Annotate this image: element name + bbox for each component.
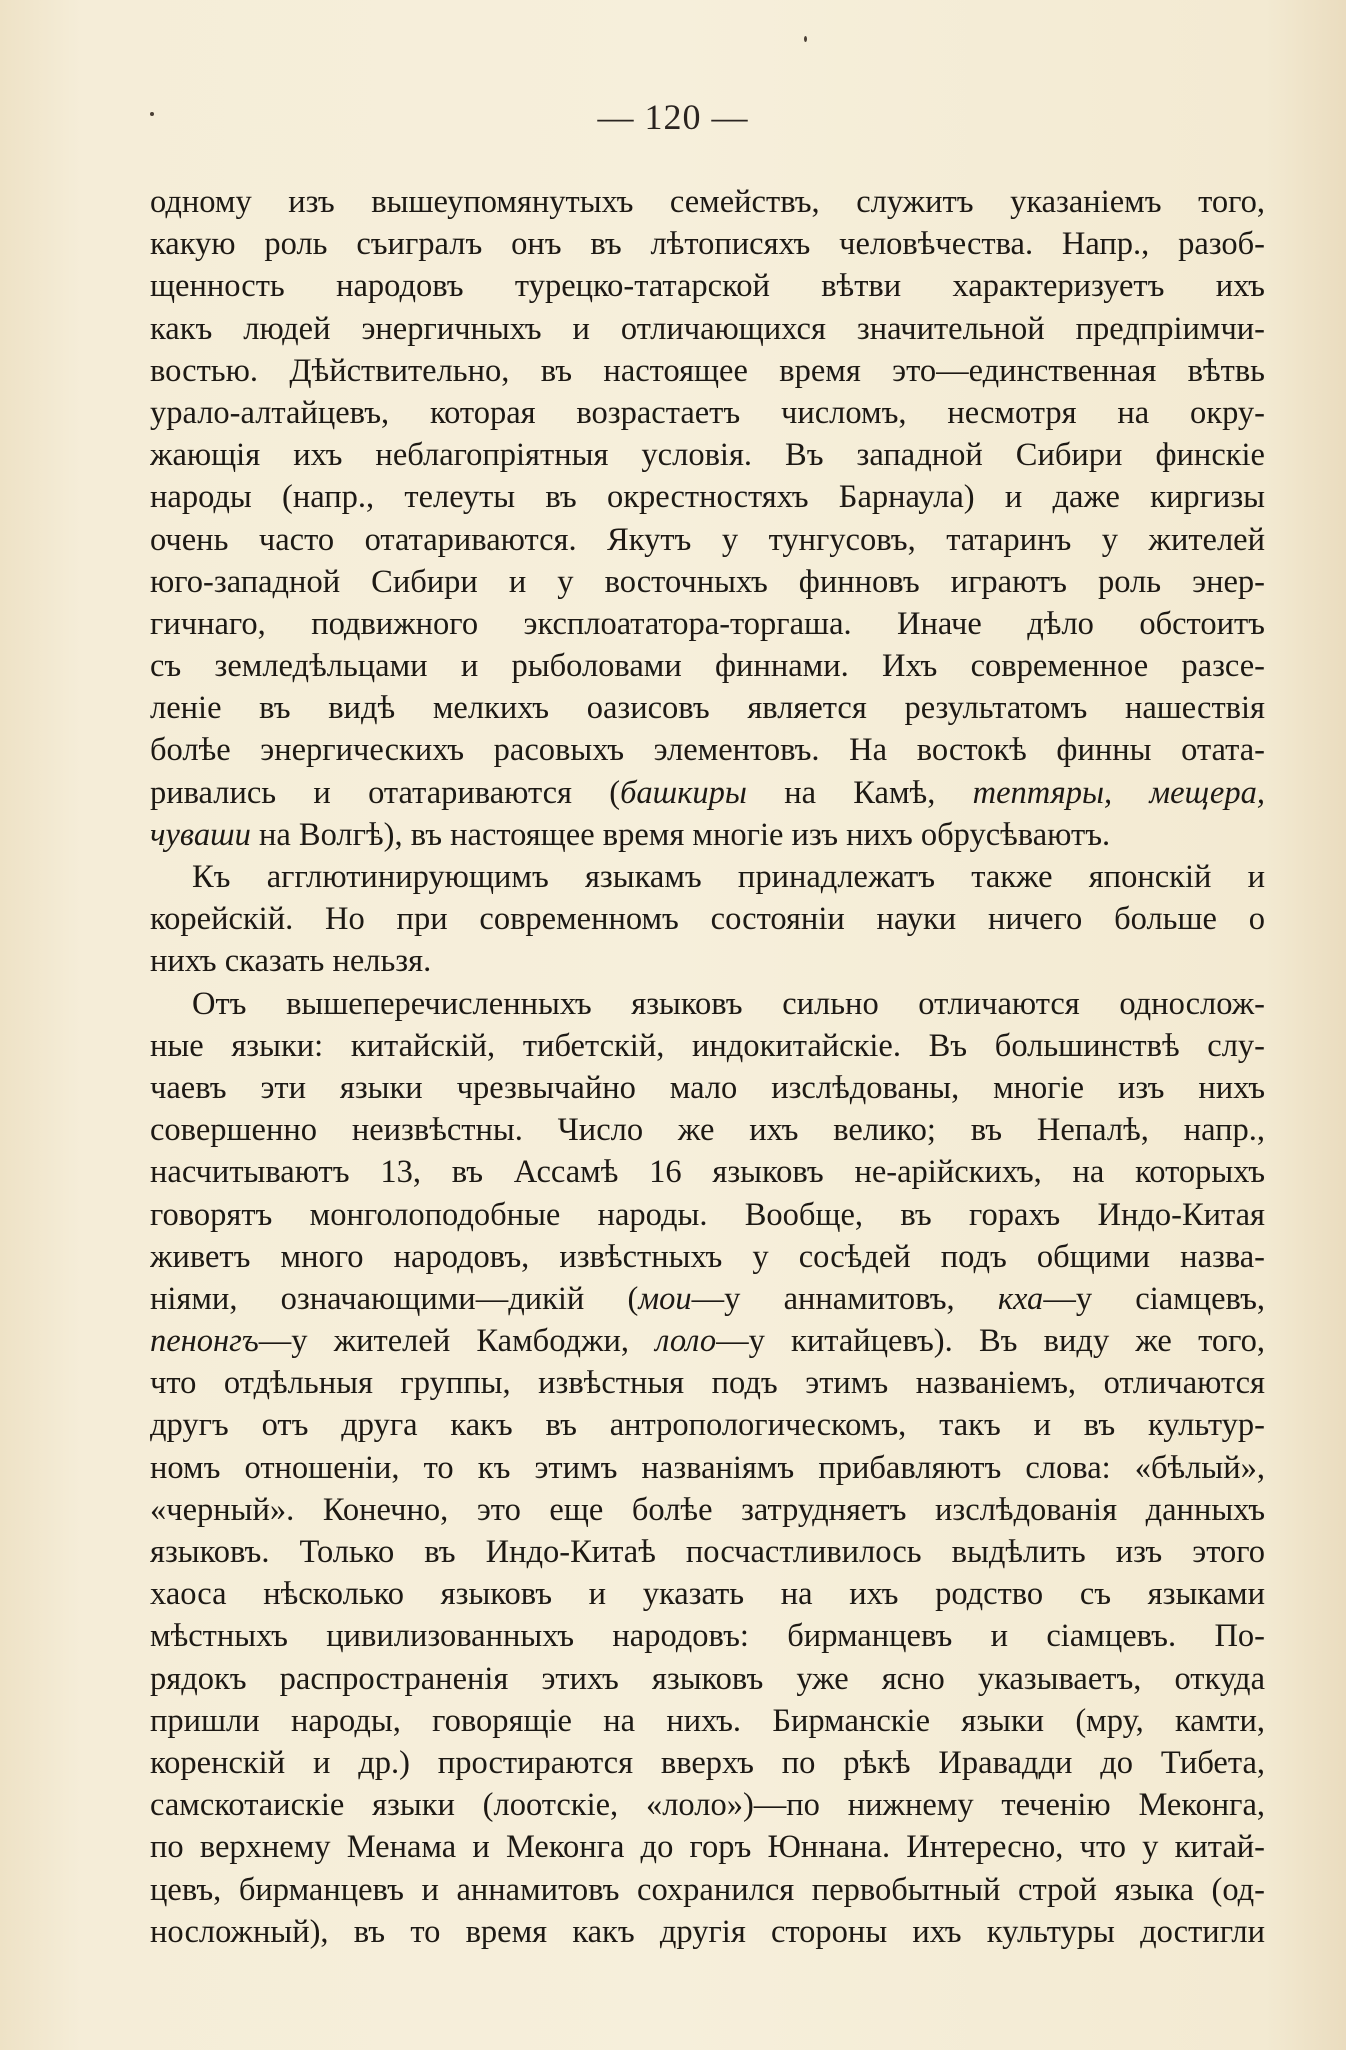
text-line xyxy=(150,1067,1265,1109)
text-line xyxy=(150,1320,1265,1362)
italic-term: кха xyxy=(997,1280,1044,1317)
text-run: совершенно неизвѣстны. Число же ихъ велико; въ Непалѣ, напр., xyxy=(150,1112,1265,1149)
text-line xyxy=(150,772,1265,814)
text-run: щенность народовъ турецко-татарской вѣтви характеризуетъ ихъ xyxy=(150,268,1265,305)
text-line xyxy=(150,1700,1265,1742)
text-run: мѣстныхъ цивилизованныхъ народовъ: бирманцевъ и сіамцевъ. По- xyxy=(150,1618,1265,1655)
text-line xyxy=(150,223,1265,265)
text-run: на Камѣ, xyxy=(746,774,973,811)
text-line xyxy=(150,1404,1265,1446)
text-line xyxy=(150,1784,1265,1826)
ink-speck xyxy=(804,36,807,42)
text-run: урало-алтайцевъ, которая возрастаетъ числомъ, несмотря на окру- xyxy=(150,394,1265,431)
text-run: коренскій и др.) простираются вверхъ по рѣкѣ Иравадди до Тибета, xyxy=(150,1744,1265,1781)
text-line xyxy=(150,1362,1265,1404)
text-run: другъ отъ друга какъ въ антропологическомъ, такъ и въ культур- xyxy=(150,1407,1265,1444)
text-run: на Волгѣ), въ настоящее время многіе изъ нихъ обрусѣваютъ. xyxy=(250,816,1111,853)
text-line xyxy=(150,1109,1265,1151)
italic-term: пенонгъ xyxy=(150,1323,259,1360)
text-run: нихъ сказать нельзя. xyxy=(150,943,432,980)
text-line xyxy=(150,1278,1265,1320)
text-run: цевъ, бирманцевъ и аннамитовъ сохранился первобытный строй языка (од- xyxy=(150,1871,1265,1908)
text-line xyxy=(150,645,1265,687)
text-run: живетъ много народовъ, извѣстныхъ у сосѣдей подъ общими назва- xyxy=(150,1238,1265,1275)
text-line xyxy=(150,1025,1265,1067)
text-run: Отъ вышеперечисленныхъ языковъ сильно отличаются однослож- xyxy=(192,985,1265,1022)
text-run: съ земледѣльцами и рыболовами финнами. Ихъ современное разсе- xyxy=(150,648,1265,685)
text-run: какую роль съигралъ онъ въ лѣтописяхъ человѣчества. Напр., разоб- xyxy=(150,226,1265,263)
text-line xyxy=(150,1826,1265,1868)
text-line xyxy=(150,1151,1265,1193)
text-run: насчитываютъ 13, въ Ассамѣ 16 языковъ не-арійскихъ, на которыхъ xyxy=(150,1154,1265,1191)
text-run: говорятъ монголоподобные народы. Вообще, въ горахъ Индо-Китая xyxy=(150,1196,1265,1233)
text-run: рядокъ распространенія этихъ языковъ уже ясно указываетъ, откуда xyxy=(150,1660,1265,1697)
text-line xyxy=(150,940,1265,982)
italic-term: тептяры, мещера, xyxy=(972,774,1265,811)
text-line xyxy=(150,1911,1265,1953)
italic-term: чуваши xyxy=(150,816,251,853)
text-run: —у аннамитовъ, xyxy=(691,1280,998,1317)
text-run: самскотаискіе языки (лоотскіе, «лоло»)—по нижнему теченію Меконга, xyxy=(150,1787,1265,1824)
text-run: пришли народы, говорящіе на нихъ. Бирманскіе языки (мру, камти, xyxy=(150,1702,1265,1739)
text-run: Къ агглютинирующимъ языкамъ принадлежатъ также японскій и xyxy=(192,859,1265,895)
text-line xyxy=(150,1615,1265,1657)
text-line xyxy=(150,1194,1265,1236)
text-run: хаоса нѣсколько языковъ и указать на ихъ родство съ языками xyxy=(150,1576,1265,1613)
text-line xyxy=(150,983,1265,1025)
text-run: жающія ихъ неблагопріятныя условія. Въ западной Сибири финскіе xyxy=(150,437,1265,474)
text-run: —у жителей Камбоджи, xyxy=(258,1323,656,1360)
italic-term: лоло xyxy=(655,1323,717,1360)
text-run: чаевъ эти языки чрезвычайно мало изслѣдованы, многіе изъ нихъ xyxy=(150,1069,1265,1106)
text-run: —у китайцевъ). Въ виду же того, xyxy=(716,1323,1265,1360)
text-run: ные языки: китайскій, тибетскій, индокитайскіе. Въ большинствѣ слу- xyxy=(150,1027,1265,1064)
text-line xyxy=(150,1869,1265,1911)
italic-term: башкиры xyxy=(620,774,747,811)
body-text xyxy=(150,181,1265,1953)
text-run: очень часто отатариваются. Якутъ у тунгусовъ, татаринъ у жителей xyxy=(150,521,1265,558)
text-line xyxy=(150,476,1265,518)
text-line xyxy=(150,898,1265,940)
text-run: —у сіамцевъ, xyxy=(1043,1280,1265,1317)
text-line xyxy=(150,1489,1265,1531)
text-line xyxy=(150,1531,1265,1573)
text-line xyxy=(150,1573,1265,1615)
text-line xyxy=(150,392,1265,434)
text-line xyxy=(150,856,1265,898)
text-run: востью. Дѣйствительно, въ настоящее время это—единственная вѣтвь xyxy=(150,352,1265,389)
text-run: народы (напр., телеуты въ окрестностяхъ Барнаула) и даже киргизы xyxy=(150,479,1265,516)
text-line xyxy=(150,729,1265,771)
text-line xyxy=(150,350,1265,392)
text-line xyxy=(150,1658,1265,1700)
text-run: ривались и отатариваются ( xyxy=(150,774,621,811)
text-run: по верхнему Менама и Меконга до горъ Юннана. Интересно, что у китай- xyxy=(150,1829,1265,1866)
text-run: болѣе энергическихъ расовыхъ элементовъ. На востокѣ финны отата- xyxy=(150,732,1265,769)
text-line xyxy=(150,181,1265,223)
text-run: ніями, означающими—дикій ( xyxy=(150,1280,639,1317)
text-line xyxy=(150,265,1265,307)
text-line xyxy=(150,519,1265,561)
text-run: «черный». Конечно, это еще болѣе затрудняетъ изслѣдованія данныхъ xyxy=(150,1491,1265,1528)
text-run: номъ отношеніи, то къ этимъ названіямъ прибавляютъ слова: «бѣлый», xyxy=(150,1449,1265,1486)
text-run: что отдѣльныя группы, извѣстныя подъ этимъ названіемъ, отличаются xyxy=(150,1365,1265,1402)
text-run: юго-западной Сибири и у восточныхъ финновъ играютъ роль энер- xyxy=(150,563,1265,600)
text-line xyxy=(150,1742,1265,1784)
text-run: какъ людей энергичныхъ и отличающихся значительной предпріимчи- xyxy=(150,310,1265,347)
text-line xyxy=(150,687,1265,729)
text-line xyxy=(150,1447,1265,1489)
text-run: леніе въ видѣ мелкихъ оазисовъ является результатомъ нашествія xyxy=(150,690,1265,727)
text-line xyxy=(150,814,1265,856)
text-run: одному изъ вышеупомянутыхъ семействъ, служитъ указаніемъ того, xyxy=(150,184,1265,220)
text-line xyxy=(150,603,1265,645)
text-line xyxy=(150,308,1265,350)
italic-term: мои xyxy=(638,1280,692,1317)
page-number: — 120 — xyxy=(597,97,749,137)
text-line xyxy=(150,1236,1265,1278)
text-run: гичнаго, подвижного эксплоататора-торгаша. Иначе дѣло обстоитъ xyxy=(150,605,1265,642)
text-run: носложный), въ то время какъ другія стороны ихъ культуры достигли xyxy=(150,1913,1265,1950)
text-line xyxy=(150,434,1265,476)
text-run: языковъ. Только въ Индо-Китаѣ посчастливилось выдѣлить изъ этого xyxy=(150,1534,1265,1570)
text-run: корейскій. Но при современномъ состояніи науки ничего больше о xyxy=(150,901,1265,938)
text-line xyxy=(150,561,1265,603)
